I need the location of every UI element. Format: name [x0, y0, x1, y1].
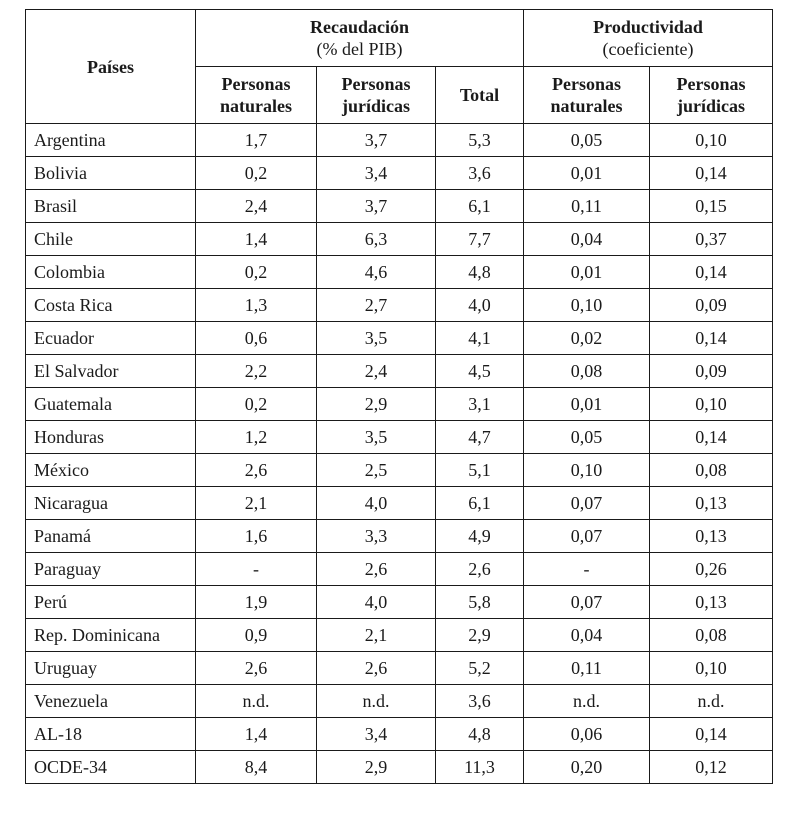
country-cell: Panamá	[26, 520, 196, 553]
prod-naturales-cell: 0,05	[524, 421, 650, 454]
total-cell: 5,1	[436, 454, 524, 487]
rec-juridicas-cell: 2,6	[317, 553, 436, 586]
prod-naturales-cell: 0,01	[524, 157, 650, 190]
rec-naturales-cell: 2,4	[196, 190, 317, 223]
table-row	[26, 256, 773, 289]
rec-juridicas-cell: n.d.	[317, 685, 436, 718]
prod-juridicas-cell: 0,14	[650, 256, 773, 289]
table-row	[26, 355, 773, 388]
subheader-line1: Personas	[221, 74, 291, 94]
rec-juridicas-cell: 3,4	[317, 718, 436, 751]
prod-juridicas-cell: 0,09	[650, 355, 773, 388]
total-cell: 6,1	[436, 487, 524, 520]
rec-naturales-cell: 2,2	[196, 355, 317, 388]
rec-juridicas-cell: 3,5	[317, 322, 436, 355]
rec-naturales-cell: 0,6	[196, 322, 317, 355]
prod-naturales-cell: 0,10	[524, 454, 650, 487]
country-cell: Colombia	[26, 256, 196, 289]
country-cell: Honduras	[26, 421, 196, 454]
prod-naturales-cell: 0,11	[524, 190, 650, 223]
rec-naturales-cell: 1,7	[196, 124, 317, 157]
table-row	[26, 685, 773, 718]
total-cell: 5,2	[436, 652, 524, 685]
subheader-line2: jurídicas	[341, 96, 410, 116]
rec-juridicas-cell: 2,6	[317, 652, 436, 685]
total-cell: 4,9	[436, 520, 524, 553]
total-cell: 4,1	[436, 322, 524, 355]
subheader-prod-juridicas	[650, 67, 773, 124]
table-row	[26, 421, 773, 454]
prod-juridicas-cell: 0,13	[650, 520, 773, 553]
table-body	[26, 124, 773, 784]
prod-naturales-cell: 0,07	[524, 586, 650, 619]
subheader-line2: naturales	[220, 96, 292, 116]
table-row	[26, 388, 773, 421]
rec-juridicas-cell: 2,9	[317, 388, 436, 421]
table-row	[26, 487, 773, 520]
total-cell: 6,1	[436, 190, 524, 223]
rec-juridicas-cell: 3,4	[317, 157, 436, 190]
total-cell: 4,7	[436, 421, 524, 454]
country-cell: Costa Rica	[26, 289, 196, 322]
rec-naturales-cell: 0,2	[196, 157, 317, 190]
group-header-line1: Productividad	[593, 17, 703, 37]
country-cell: Paraguay	[26, 553, 196, 586]
prod-juridicas-cell: 0,10	[650, 124, 773, 157]
tax-table	[25, 9, 773, 784]
table-row	[26, 322, 773, 355]
rec-juridicas-cell: 2,7	[317, 289, 436, 322]
countries-header: Países	[26, 10, 196, 124]
prod-juridicas-cell: 0,14	[650, 421, 773, 454]
country-cell: Argentina	[26, 124, 196, 157]
subheader-rec-naturales	[196, 67, 317, 124]
total-cell: 3,6	[436, 157, 524, 190]
prod-juridicas-cell: n.d.	[650, 685, 773, 718]
prod-juridicas-cell: 0,13	[650, 487, 773, 520]
total-cell: 3,6	[436, 685, 524, 718]
prod-naturales-cell: 0,04	[524, 223, 650, 256]
total-cell: 5,8	[436, 586, 524, 619]
table-row	[26, 652, 773, 685]
total-cell: 4,0	[436, 289, 524, 322]
rec-naturales-cell: 2,6	[196, 652, 317, 685]
total-cell: 4,8	[436, 256, 524, 289]
table-row	[26, 619, 773, 652]
rec-naturales-cell: 1,3	[196, 289, 317, 322]
prod-naturales-cell: -	[524, 553, 650, 586]
rec-juridicas-cell: 4,0	[317, 487, 436, 520]
country-cell: Venezuela	[26, 685, 196, 718]
total-cell: 2,9	[436, 619, 524, 652]
total-cell: 7,7	[436, 223, 524, 256]
rec-naturales-cell: 0,9	[196, 619, 317, 652]
total-cell: 2,6	[436, 553, 524, 586]
country-cell: Nicaragua	[26, 487, 196, 520]
table-row	[26, 553, 773, 586]
country-cell: OCDE-34	[26, 751, 196, 784]
group-header-line1: Recaudación	[310, 17, 409, 37]
prod-juridicas-cell: 0,10	[650, 652, 773, 685]
prod-juridicas-cell: 0,13	[650, 586, 773, 619]
table-row	[26, 751, 773, 784]
prod-juridicas-cell: 0,09	[650, 289, 773, 322]
country-cell: Rep. Dominicana	[26, 619, 196, 652]
table-header	[26, 10, 773, 124]
country-cell: Chile	[26, 223, 196, 256]
prod-naturales-cell: 0,06	[524, 718, 650, 751]
total-cell: 4,5	[436, 355, 524, 388]
prod-juridicas-cell: 0,08	[650, 619, 773, 652]
rec-naturales-cell: 1,4	[196, 223, 317, 256]
prod-naturales-cell: 0,08	[524, 355, 650, 388]
rec-naturales-cell: 1,2	[196, 421, 317, 454]
country-cell: Perú	[26, 586, 196, 619]
prod-naturales-cell: 0,01	[524, 256, 650, 289]
prod-juridicas-cell: 0,10	[650, 388, 773, 421]
country-cell: Guatemala	[26, 388, 196, 421]
prod-naturales-cell: 0,02	[524, 322, 650, 355]
rec-juridicas-cell: 3,5	[317, 421, 436, 454]
country-cell: Brasil	[26, 190, 196, 223]
table-row	[26, 223, 773, 256]
rec-juridicas-cell: 2,1	[317, 619, 436, 652]
rec-naturales-cell: 2,6	[196, 454, 317, 487]
rec-juridicas-cell: 3,7	[317, 124, 436, 157]
prod-juridicas-cell: 0,37	[650, 223, 773, 256]
country-cell: México	[26, 454, 196, 487]
prod-juridicas-cell: 0,14	[650, 322, 773, 355]
group-header-line2: (coeficiente)	[602, 39, 694, 59]
rec-juridicas-cell: 4,0	[317, 586, 436, 619]
total-cell: 3,1	[436, 388, 524, 421]
prod-naturales-cell: n.d.	[524, 685, 650, 718]
rec-naturales-cell: n.d.	[196, 685, 317, 718]
table-row	[26, 190, 773, 223]
prod-naturales-cell: 0,04	[524, 619, 650, 652]
rec-naturales-cell: 1,4	[196, 718, 317, 751]
subheader-line2: jurídicas	[676, 96, 745, 116]
rec-juridicas-cell: 2,9	[317, 751, 436, 784]
prod-naturales-cell: 0,10	[524, 289, 650, 322]
prod-juridicas-cell: 0,14	[650, 157, 773, 190]
rec-juridicas-cell: 3,7	[317, 190, 436, 223]
prod-naturales-cell: 0,07	[524, 487, 650, 520]
subheader-line1: Personas	[552, 74, 621, 94]
country-cell: AL-18	[26, 718, 196, 751]
prod-juridicas-cell: 0,14	[650, 718, 773, 751]
prod-juridicas-cell: 0,26	[650, 553, 773, 586]
total-cell: 4,8	[436, 718, 524, 751]
subheader-prod-naturales	[524, 67, 650, 124]
country-cell: Uruguay	[26, 652, 196, 685]
subheader-rec-juridicas	[317, 67, 436, 124]
group-header-line2: (% del PIB)	[316, 39, 403, 59]
prod-juridicas-cell: 0,12	[650, 751, 773, 784]
country-cell: El Salvador	[26, 355, 196, 388]
rec-juridicas-cell: 2,5	[317, 454, 436, 487]
rec-naturales-cell: 1,6	[196, 520, 317, 553]
table-row	[26, 124, 773, 157]
rec-naturales-cell: 2,1	[196, 487, 317, 520]
prod-naturales-cell: 0,07	[524, 520, 650, 553]
productividad-group-header	[524, 10, 773, 67]
rec-juridicas-cell: 6,3	[317, 223, 436, 256]
tax-table-container	[25, 9, 773, 784]
table-row	[26, 157, 773, 190]
table-row	[26, 289, 773, 322]
prod-juridicas-cell: 0,15	[650, 190, 773, 223]
total-cell: 11,3	[436, 751, 524, 784]
rec-naturales-cell: -	[196, 553, 317, 586]
prod-naturales-cell: 0,20	[524, 751, 650, 784]
subheader-line1: Personas	[341, 74, 411, 94]
prod-naturales-cell: 0,05	[524, 124, 650, 157]
rec-juridicas-cell: 4,6	[317, 256, 436, 289]
subheader-line2: naturales	[550, 96, 623, 116]
rec-naturales-cell: 1,9	[196, 586, 317, 619]
rec-juridicas-cell: 3,3	[317, 520, 436, 553]
table-row	[26, 454, 773, 487]
rec-naturales-cell: 0,2	[196, 388, 317, 421]
table-row	[26, 586, 773, 619]
rec-naturales-cell: 0,2	[196, 256, 317, 289]
table-row	[26, 718, 773, 751]
rec-juridicas-cell: 2,4	[317, 355, 436, 388]
subheader-line1: Personas	[676, 74, 746, 94]
total-cell: 5,3	[436, 124, 524, 157]
table-row	[26, 520, 773, 553]
recaudacion-group-header	[196, 10, 524, 67]
country-cell: Bolivia	[26, 157, 196, 190]
prod-juridicas-cell: 0,08	[650, 454, 773, 487]
rec-naturales-cell: 8,4	[196, 751, 317, 784]
subheader-total: Total	[436, 67, 524, 124]
prod-naturales-cell: 0,01	[524, 388, 650, 421]
country-cell: Ecuador	[26, 322, 196, 355]
prod-naturales-cell: 0,11	[524, 652, 650, 685]
